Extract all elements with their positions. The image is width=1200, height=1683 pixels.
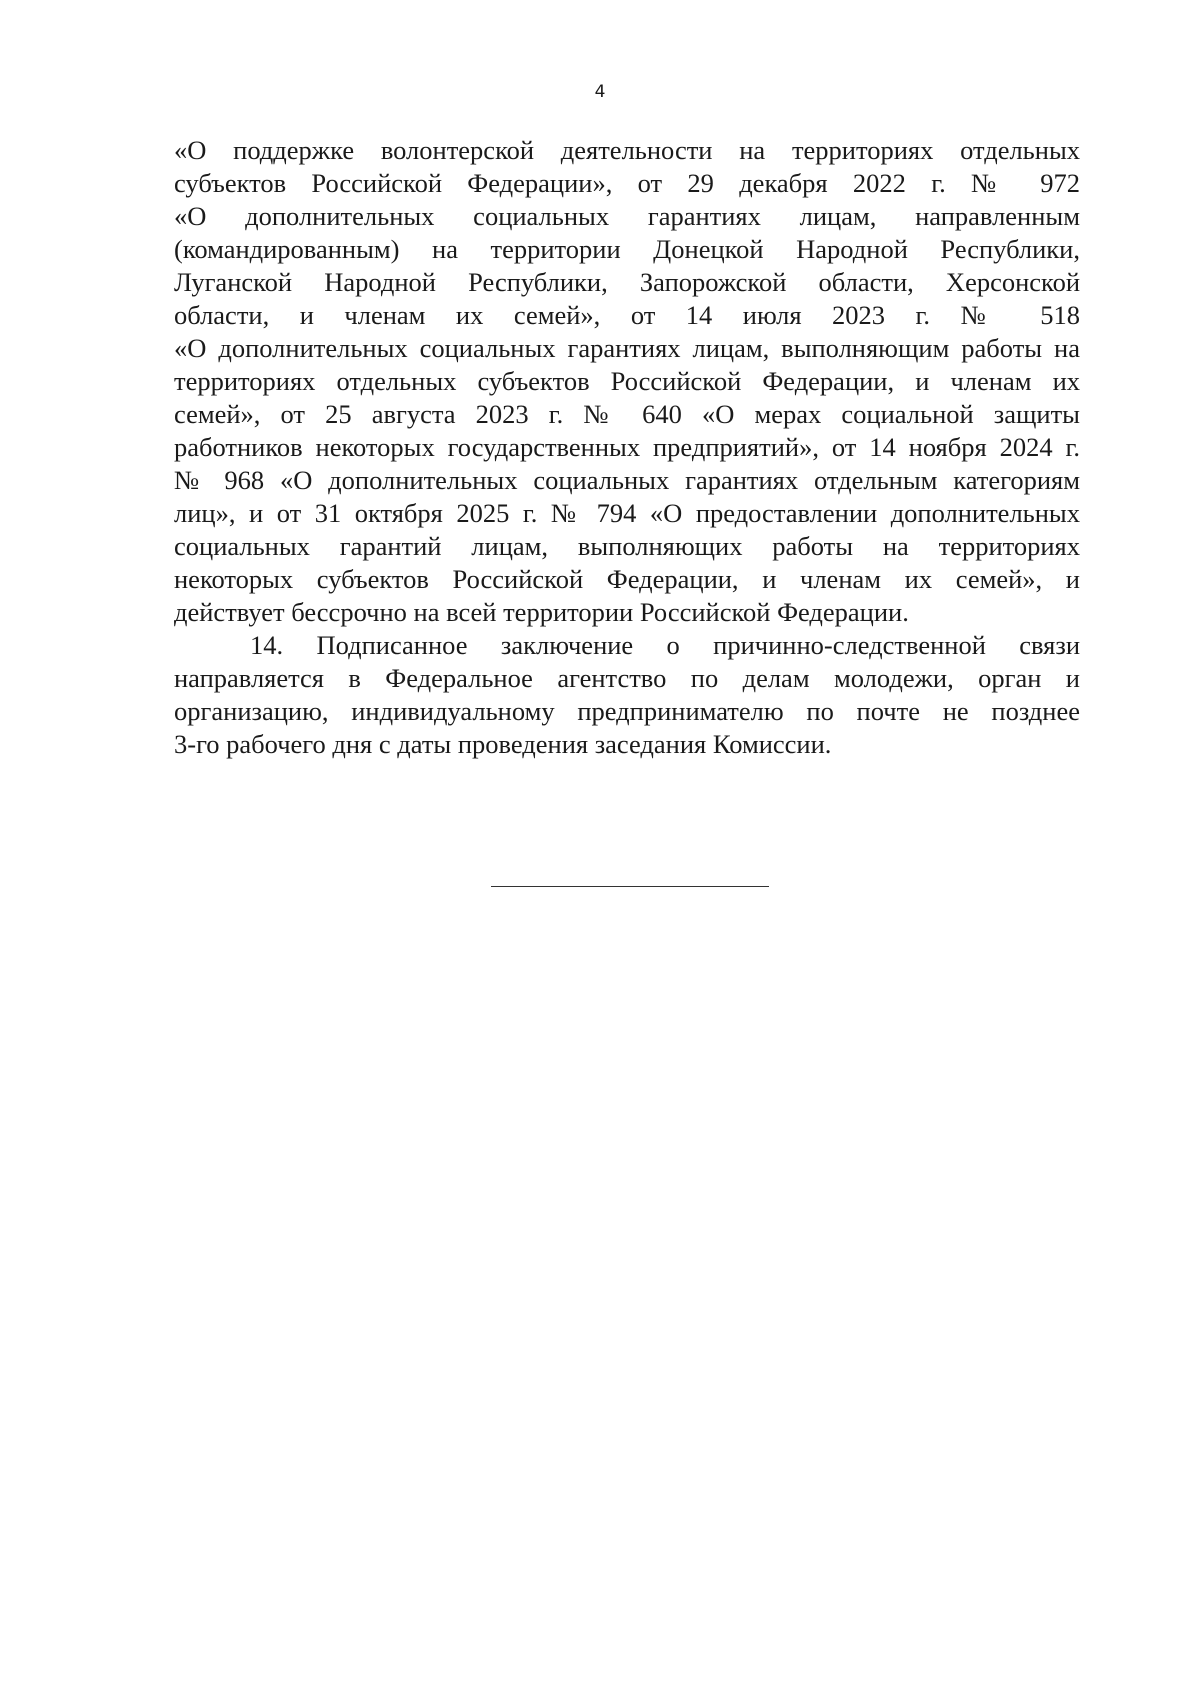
page-number: 4 (594, 82, 606, 102)
text-line: социальных гарантий лицам, выполняющих работы на территориях (174, 531, 1080, 561)
end-of-document-rule (491, 886, 769, 887)
text-line: действует бессрочно на всей территории Российской Федерации. (174, 597, 909, 627)
text-line: «О поддержке волонтерской деятельности на территориях отдельных (174, 135, 1080, 165)
text-line: «О дополнительных социальных гарантиях лицам, направленным (174, 201, 1080, 231)
text-line: № 968 «О дополнительных социальных гарантиях отдельным категориям (174, 465, 1080, 495)
text-line: некоторых субъектов Российской Федерации, и членам их семей», и (174, 564, 1080, 594)
paragraph-continuation (174, 134, 1080, 629)
text-line: территориях отдельных субъектов Российской Федерации, и членам их (174, 366, 1080, 396)
paragraph-14 (174, 629, 1080, 761)
text-line: лиц», и от 31 октября 2025 г. № 794 «О предоставлении дополнительных (174, 498, 1080, 528)
text-line: субъектов Российской Федерации», от 29 декабря 2022 г. № 972 (174, 168, 1080, 198)
text-line: семей», от 25 августа 2023 г. № 640 «О мерах социальной защиты (174, 399, 1080, 429)
text-line: области, и членам их семей», от 14 июля 2023 г. № 518 (174, 300, 1080, 330)
text-line: работников некоторых государственных предприятий», от 14 ноября 2024 г. (174, 432, 1080, 462)
text-line: организацию, индивидуальному предпринимателю по почте не позднее (174, 696, 1080, 726)
text-line: Луганской Народной Республики, Запорожской области, Херсонской (174, 267, 1080, 297)
text-line: 3-го рабочего дня с даты проведения заседания Комиссии. (174, 729, 832, 759)
text-line: «О дополнительных социальных гарантиях лицам, выполняющим работы на (174, 333, 1080, 363)
text-line: (командированным) на территории Донецкой Народной Республики, (174, 234, 1080, 264)
document-body (174, 134, 1080, 761)
text-line: направляется в Федеральное агентство по делам молодежи, орган и (174, 663, 1080, 693)
text-line: 14. Подписанное заключение о причинно-следственной связи (250, 630, 1080, 660)
